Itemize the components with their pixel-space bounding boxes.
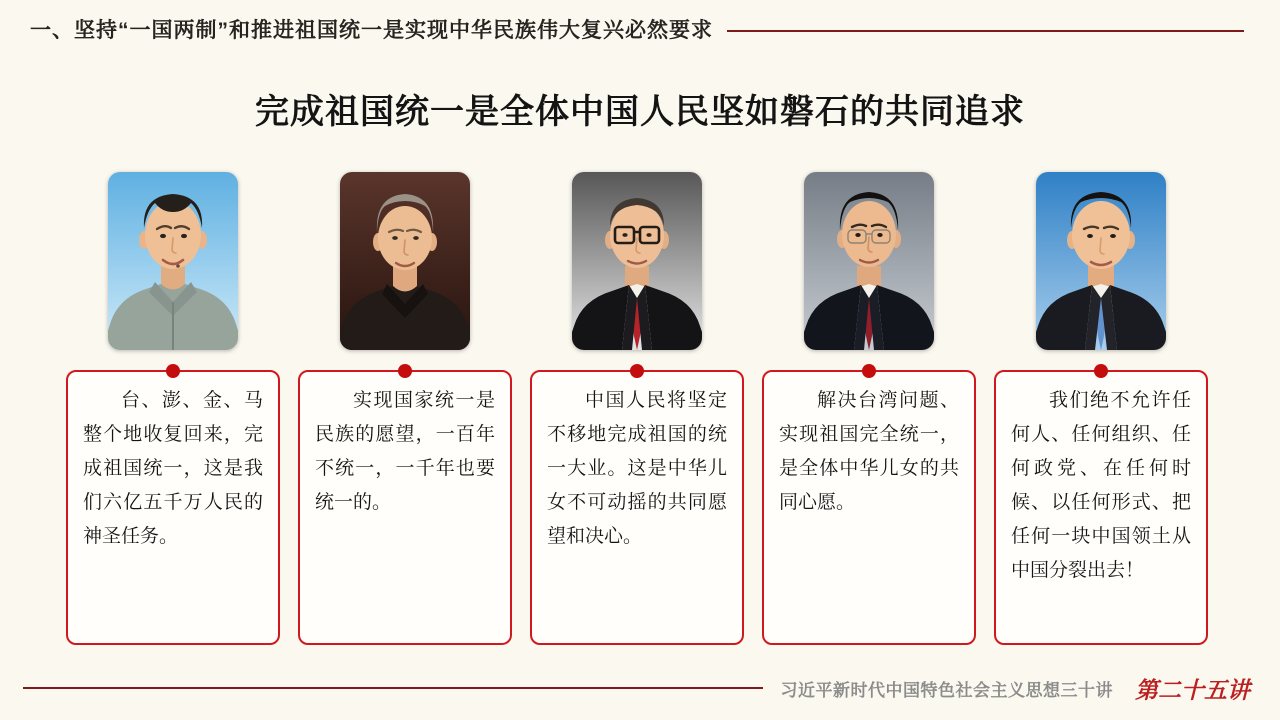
connector-dot: [862, 364, 876, 378]
portrait-jiang-zemin: [572, 172, 702, 350]
quote-text-2: 实现国家统一是民族的愿望，一百年不统一，一千年也要统一的。: [315, 390, 495, 513]
connector-dot: [398, 364, 412, 378]
quote-text-1: 台、澎、金、马整个地收复回来，完成祖国统一，这是我们六亿五千万人民的神圣任务。: [83, 390, 263, 547]
leader-column-1: [66, 172, 280, 645]
leader-column-3: [530, 172, 744, 645]
portrait-hu-jintao: [804, 172, 934, 350]
footer-lecture-number: 第二十五讲: [1135, 676, 1250, 704]
connector-dot: [166, 364, 180, 378]
leader-column-2: [298, 172, 512, 645]
portrait-mao-zedong: [108, 172, 238, 350]
portrait-xi-jinping: [1036, 172, 1166, 350]
header-rule: [727, 30, 1244, 32]
quote-box-1: [66, 370, 280, 645]
quote-box-5: [994, 370, 1208, 645]
page-title: 完成祖国统一是全体中国人民坚如磐石的共同追求: [255, 93, 1025, 131]
leaders-row: [66, 172, 1208, 645]
footer-series-title: 习近平新时代中国特色社会主义思想三十讲: [780, 680, 1113, 700]
quote-text-3: 中国人民将坚定不移地完成祖国的统一大业。这是中华儿女不可动摇的共同愿望和决心。: [547, 390, 727, 547]
portrait-deng-xiaoping: [340, 172, 470, 350]
leader-column-4: [762, 172, 976, 645]
connector-dot: [1094, 364, 1108, 378]
quote-box-2: [298, 370, 512, 645]
leader-column-5: [994, 172, 1208, 645]
quote-text-4: 解决台湾问题、实现祖国完全统一，是全体中华儿女的共同心愿。: [779, 390, 959, 513]
quote-box-4: [762, 370, 976, 645]
quote-box-3: [530, 370, 744, 645]
connector-dot: [630, 364, 644, 378]
slide-footer: [23, 671, 1250, 705]
slide-header: [30, 14, 1244, 44]
footer-rule: [23, 687, 763, 689]
quote-text-5: 我们绝不允许任何人、任何组织、任何政党、在任何时候、以任何形式、把任何一块中国领土从中国分裂出去！: [1011, 390, 1191, 581]
header-title: 一、坚持“一国两制”和推进祖国统一是实现中华民族伟大复兴必然要求: [30, 19, 713, 42]
